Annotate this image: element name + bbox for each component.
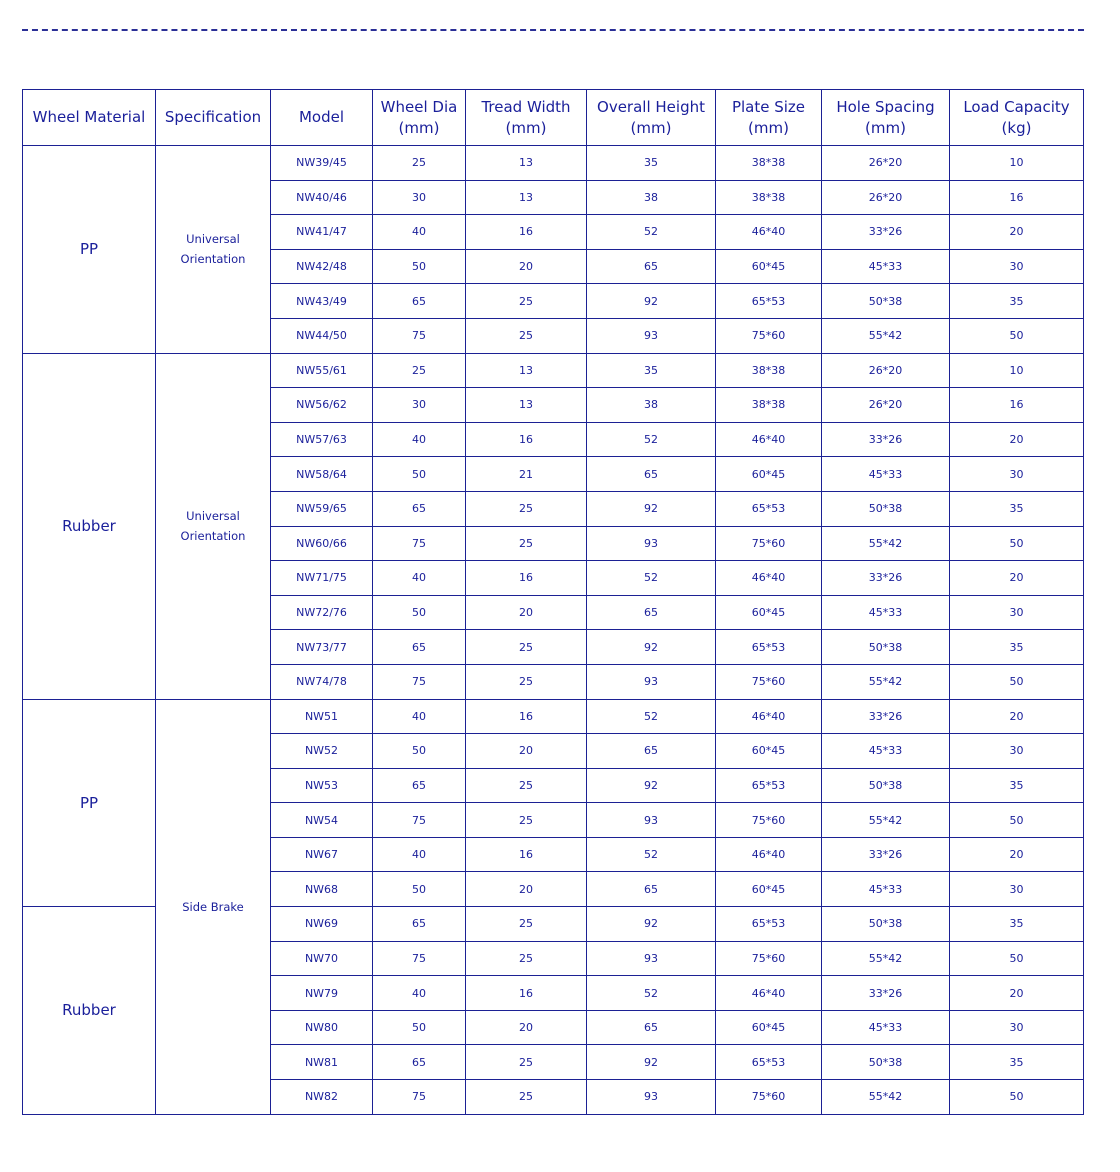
header-hole-spacing-label: Hole Spacing — [836, 97, 935, 116]
model-cell: NW51 — [271, 699, 373, 734]
tread-width-cell: 20 — [466, 249, 587, 284]
tread-width-cell: 25 — [466, 664, 587, 699]
tread-width-cell: 25 — [466, 803, 587, 838]
tread-width-cell: 20 — [466, 872, 587, 907]
model-cell: NW72/76 — [271, 595, 373, 630]
hole-spacing-cell: 55*42 — [822, 318, 950, 353]
model-cell: NW44/50 — [271, 318, 373, 353]
model-cell: NW71/75 — [271, 561, 373, 596]
header-wheel-material: Wheel Material — [23, 90, 156, 146]
overall-height-cell: 65 — [587, 457, 716, 492]
specification-line: Side Brake — [182, 899, 244, 914]
specification-cell — [156, 146, 271, 354]
tread-width-cell: 25 — [466, 1080, 587, 1115]
tread-width-cell: 20 — [466, 595, 587, 630]
plate-size-cell: 65*53 — [716, 284, 822, 319]
load-capacity-cell: 30 — [950, 595, 1084, 630]
tread-width-cell: 16 — [466, 422, 587, 457]
plate-size-cell: 75*60 — [716, 318, 822, 353]
hole-spacing-cell: 50*38 — [822, 284, 950, 319]
caster-spec-table — [22, 89, 1084, 1115]
dashed-divider — [22, 29, 1084, 31]
header-load-capacity — [950, 90, 1084, 146]
plate-size-cell: 65*53 — [716, 1045, 822, 1080]
model-cell: NW68 — [271, 872, 373, 907]
tread-width-cell: 25 — [466, 907, 587, 942]
header-specification: Specification — [156, 90, 271, 146]
hole-spacing-cell: 45*33 — [822, 595, 950, 630]
plate-size-cell: 65*53 — [716, 907, 822, 942]
model-cell: NW40/46 — [271, 180, 373, 215]
plate-size-cell: 46*40 — [716, 837, 822, 872]
header-hole-spacing — [822, 90, 950, 146]
load-capacity-cell: 50 — [950, 664, 1084, 699]
plate-size-cell: 46*40 — [716, 561, 822, 596]
load-capacity-cell: 30 — [950, 734, 1084, 769]
overall-height-cell: 65 — [587, 734, 716, 769]
load-capacity-cell: 20 — [950, 422, 1084, 457]
wheel-dia-cell: 75 — [373, 941, 466, 976]
specification-cell — [156, 699, 271, 1114]
wheel-dia-cell: 25 — [373, 146, 466, 181]
header-tread-width — [466, 90, 587, 146]
model-cell: NW42/48 — [271, 249, 373, 284]
plate-size-cell: 65*53 — [716, 491, 822, 526]
overall-height-cell: 65 — [587, 872, 716, 907]
header-tread-width-unit: (mm) — [505, 118, 547, 137]
hole-spacing-cell: 33*26 — [822, 699, 950, 734]
table-row — [23, 699, 1084, 734]
hole-spacing-cell: 26*20 — [822, 388, 950, 423]
wheel-dia-cell: 65 — [373, 284, 466, 319]
model-cell: NW74/78 — [271, 664, 373, 699]
wheel-dia-cell: 40 — [373, 837, 466, 872]
tread-width-cell: 20 — [466, 734, 587, 769]
wheel-dia-cell: 40 — [373, 976, 466, 1011]
overall-height-cell: 38 — [587, 180, 716, 215]
overall-height-cell: 38 — [587, 388, 716, 423]
specification-cell — [156, 353, 271, 699]
load-capacity-cell: 50 — [950, 803, 1084, 838]
header-overall-height — [587, 90, 716, 146]
model-cell: NW59/65 — [271, 491, 373, 526]
hole-spacing-cell: 33*26 — [822, 837, 950, 872]
hole-spacing-cell: 50*38 — [822, 630, 950, 665]
tread-width-cell: 21 — [466, 457, 587, 492]
tread-width-cell: 13 — [466, 146, 587, 181]
wheel-dia-cell: 50 — [373, 1010, 466, 1045]
header-plate-size-label: Plate Size — [731, 97, 806, 116]
wheel-dia-cell: 65 — [373, 907, 466, 942]
load-capacity-cell: 35 — [950, 1045, 1084, 1080]
header-wheel-dia-label: Wheel Dia — [380, 97, 458, 116]
plate-size-cell: 46*40 — [716, 215, 822, 250]
overall-height-cell: 93 — [587, 941, 716, 976]
plate-size-cell: 38*38 — [716, 180, 822, 215]
overall-height-cell: 35 — [587, 353, 716, 388]
plate-size-cell: 75*60 — [716, 1080, 822, 1115]
plate-size-cell: 46*40 — [716, 699, 822, 734]
plate-size-cell: 60*45 — [716, 1010, 822, 1045]
tread-width-cell: 13 — [466, 388, 587, 423]
overall-height-cell: 65 — [587, 249, 716, 284]
header-row — [23, 90, 1084, 146]
model-cell: NW67 — [271, 837, 373, 872]
tread-width-cell: 25 — [466, 768, 587, 803]
load-capacity-cell: 16 — [950, 180, 1084, 215]
model-cell: NW43/49 — [271, 284, 373, 319]
plate-size-cell: 75*60 — [716, 803, 822, 838]
hole-spacing-cell: 55*42 — [822, 526, 950, 561]
hole-spacing-cell: 45*33 — [822, 872, 950, 907]
tread-width-cell: 13 — [466, 180, 587, 215]
tread-width-cell: 16 — [466, 976, 587, 1011]
load-capacity-cell: 35 — [950, 768, 1084, 803]
overall-height-cell: 92 — [587, 907, 716, 942]
overall-height-cell: 52 — [587, 976, 716, 1011]
overall-height-cell: 92 — [587, 768, 716, 803]
load-capacity-cell: 20 — [950, 215, 1084, 250]
load-capacity-cell: 10 — [950, 146, 1084, 181]
wheel-dia-cell: 30 — [373, 180, 466, 215]
load-capacity-cell: 20 — [950, 976, 1084, 1011]
model-cell: NW54 — [271, 803, 373, 838]
hole-spacing-cell: 50*38 — [822, 768, 950, 803]
wheel-dia-cell: 50 — [373, 872, 466, 907]
table-body — [23, 146, 1084, 1115]
overall-height-cell: 52 — [587, 422, 716, 457]
tread-width-cell: 25 — [466, 941, 587, 976]
tread-width-cell: 25 — [466, 491, 587, 526]
model-cell: NW55/61 — [271, 353, 373, 388]
hole-spacing-cell: 45*33 — [822, 249, 950, 284]
load-capacity-cell: 30 — [950, 457, 1084, 492]
wheel-dia-cell: 75 — [373, 664, 466, 699]
plate-size-cell: 46*40 — [716, 976, 822, 1011]
wheel-material-cell: Rubber — [23, 907, 156, 1115]
tread-width-cell: 13 — [466, 353, 587, 388]
hole-spacing-cell: 55*42 — [822, 803, 950, 838]
wheel-dia-cell: 50 — [373, 734, 466, 769]
model-cell: NW58/64 — [271, 457, 373, 492]
tread-width-cell: 25 — [466, 318, 587, 353]
load-capacity-cell: 30 — [950, 872, 1084, 907]
overall-height-cell: 92 — [587, 630, 716, 665]
wheel-dia-cell: 75 — [373, 526, 466, 561]
hole-spacing-cell: 45*33 — [822, 457, 950, 492]
model-cell: NW53 — [271, 768, 373, 803]
hole-spacing-cell: 33*26 — [822, 215, 950, 250]
load-capacity-cell: 20 — [950, 561, 1084, 596]
hole-spacing-cell: 33*26 — [822, 976, 950, 1011]
tread-width-cell: 25 — [466, 1045, 587, 1080]
wheel-dia-cell: 65 — [373, 1045, 466, 1080]
wheel-dia-cell: 65 — [373, 491, 466, 526]
wheel-dia-cell: 75 — [373, 803, 466, 838]
tread-width-cell: 25 — [466, 630, 587, 665]
wheel-dia-cell: 40 — [373, 215, 466, 250]
overall-height-cell: 93 — [587, 526, 716, 561]
model-cell: NW70 — [271, 941, 373, 976]
wheel-dia-cell: 65 — [373, 630, 466, 665]
load-capacity-cell: 35 — [950, 630, 1084, 665]
load-capacity-cell: 30 — [950, 249, 1084, 284]
wheel-dia-cell: 75 — [373, 1080, 466, 1115]
wheel-dia-cell: 65 — [373, 768, 466, 803]
specification-line: Orientation — [180, 529, 246, 544]
hole-spacing-cell: 33*26 — [822, 561, 950, 596]
wheel-dia-cell: 40 — [373, 699, 466, 734]
hole-spacing-cell: 55*42 — [822, 1080, 950, 1115]
overall-height-cell: 93 — [587, 664, 716, 699]
plate-size-cell: 60*45 — [716, 249, 822, 284]
plate-size-cell: 65*53 — [716, 768, 822, 803]
hole-spacing-cell: 55*42 — [822, 941, 950, 976]
header-model: Model — [271, 90, 373, 146]
load-capacity-cell: 35 — [950, 491, 1084, 526]
overall-height-cell: 92 — [587, 284, 716, 319]
hole-spacing-cell: 26*20 — [822, 353, 950, 388]
wheel-dia-cell: 50 — [373, 457, 466, 492]
overall-height-cell: 93 — [587, 1080, 716, 1115]
hole-spacing-cell: 26*20 — [822, 146, 950, 181]
specification-line: Universal — [186, 232, 240, 247]
overall-height-cell: 52 — [587, 561, 716, 596]
plate-size-cell: 38*38 — [716, 388, 822, 423]
tread-width-cell: 16 — [466, 561, 587, 596]
model-cell: NW73/77 — [271, 630, 373, 665]
model-cell: NW57/63 — [271, 422, 373, 457]
load-capacity-cell: 50 — [950, 1080, 1084, 1115]
model-cell: NW52 — [271, 734, 373, 769]
plate-size-cell: 60*45 — [716, 457, 822, 492]
hole-spacing-cell: 55*42 — [822, 664, 950, 699]
overall-height-cell: 52 — [587, 837, 716, 872]
plate-size-cell: 65*53 — [716, 630, 822, 665]
load-capacity-cell: 20 — [950, 699, 1084, 734]
overall-height-cell: 93 — [587, 318, 716, 353]
model-cell: NW69 — [271, 907, 373, 942]
model-cell: NW60/66 — [271, 526, 373, 561]
tread-width-cell: 25 — [466, 526, 587, 561]
overall-height-cell: 92 — [587, 491, 716, 526]
header-overall-height-unit: (mm) — [630, 118, 672, 137]
header-plate-size — [716, 90, 822, 146]
header-plate-size-unit: (mm) — [748, 118, 789, 137]
load-capacity-cell: 10 — [950, 353, 1084, 388]
load-capacity-cell: 16 — [950, 388, 1084, 423]
hole-spacing-cell: 26*20 — [822, 180, 950, 215]
plate-size-cell: 75*60 — [716, 941, 822, 976]
model-cell: NW79 — [271, 976, 373, 1011]
plate-size-cell: 60*45 — [716, 872, 822, 907]
header-overall-height-label: Overall Height — [597, 97, 705, 116]
plate-size-cell: 38*38 — [716, 146, 822, 181]
specification-line: Universal — [186, 509, 240, 524]
tread-width-cell: 16 — [466, 837, 587, 872]
tread-width-cell: 16 — [466, 699, 587, 734]
overall-height-cell: 65 — [587, 1010, 716, 1045]
hole-spacing-cell: 50*38 — [822, 491, 950, 526]
hole-spacing-cell: 45*33 — [822, 1010, 950, 1045]
wheel-dia-cell: 40 — [373, 422, 466, 457]
model-cell: NW56/62 — [271, 388, 373, 423]
plate-size-cell: 60*45 — [716, 595, 822, 630]
load-capacity-cell: 35 — [950, 907, 1084, 942]
hole-spacing-cell: 45*33 — [822, 734, 950, 769]
plate-size-cell: 75*60 — [716, 526, 822, 561]
hole-spacing-cell: 33*26 — [822, 422, 950, 457]
overall-height-cell: 65 — [587, 595, 716, 630]
wheel-dia-cell: 25 — [373, 353, 466, 388]
overall-height-cell: 92 — [587, 1045, 716, 1080]
header-wheel-dia — [373, 90, 466, 146]
overall-height-cell: 52 — [587, 699, 716, 734]
wheel-dia-cell: 50 — [373, 595, 466, 630]
wheel-material-cell: PP — [23, 146, 156, 354]
wheel-dia-cell: 30 — [373, 388, 466, 423]
load-capacity-cell: 50 — [950, 526, 1084, 561]
model-cell: NW39/45 — [271, 146, 373, 181]
overall-height-cell: 52 — [587, 215, 716, 250]
table-row — [23, 353, 1084, 388]
tread-width-cell: 16 — [466, 215, 587, 250]
model-cell: NW81 — [271, 1045, 373, 1080]
load-capacity-cell: 35 — [950, 284, 1084, 319]
load-capacity-cell: 30 — [950, 1010, 1084, 1045]
hole-spacing-cell: 50*38 — [822, 1045, 950, 1080]
model-cell: NW82 — [271, 1080, 373, 1115]
plate-size-cell: 75*60 — [716, 664, 822, 699]
model-cell: NW80 — [271, 1010, 373, 1045]
header-wheel-dia-unit: (mm) — [398, 118, 440, 137]
header-load-capacity-label: Load Capacity — [963, 97, 1070, 116]
plate-size-cell: 60*45 — [716, 734, 822, 769]
wheel-dia-cell: 40 — [373, 561, 466, 596]
table-row — [23, 146, 1084, 181]
header-tread-width-label: Tread Width — [481, 97, 571, 116]
specification-line: Orientation — [180, 252, 246, 267]
header-load-capacity-unit: (kg) — [1001, 118, 1032, 137]
wheel-dia-cell: 50 — [373, 249, 466, 284]
wheel-material-cell: Rubber — [23, 353, 156, 699]
model-cell: NW41/47 — [271, 215, 373, 250]
load-capacity-cell: 20 — [950, 837, 1084, 872]
header-hole-spacing-unit: (mm) — [865, 118, 906, 137]
overall-height-cell: 35 — [587, 146, 716, 181]
hole-spacing-cell: 50*38 — [822, 907, 950, 942]
overall-height-cell: 93 — [587, 803, 716, 838]
wheel-dia-cell: 75 — [373, 318, 466, 353]
wheel-material-cell: PP — [23, 699, 156, 907]
tread-width-cell: 20 — [466, 1010, 587, 1045]
load-capacity-cell: 50 — [950, 318, 1084, 353]
plate-size-cell: 38*38 — [716, 353, 822, 388]
plate-size-cell: 46*40 — [716, 422, 822, 457]
tread-width-cell: 25 — [466, 284, 587, 319]
load-capacity-cell: 50 — [950, 941, 1084, 976]
